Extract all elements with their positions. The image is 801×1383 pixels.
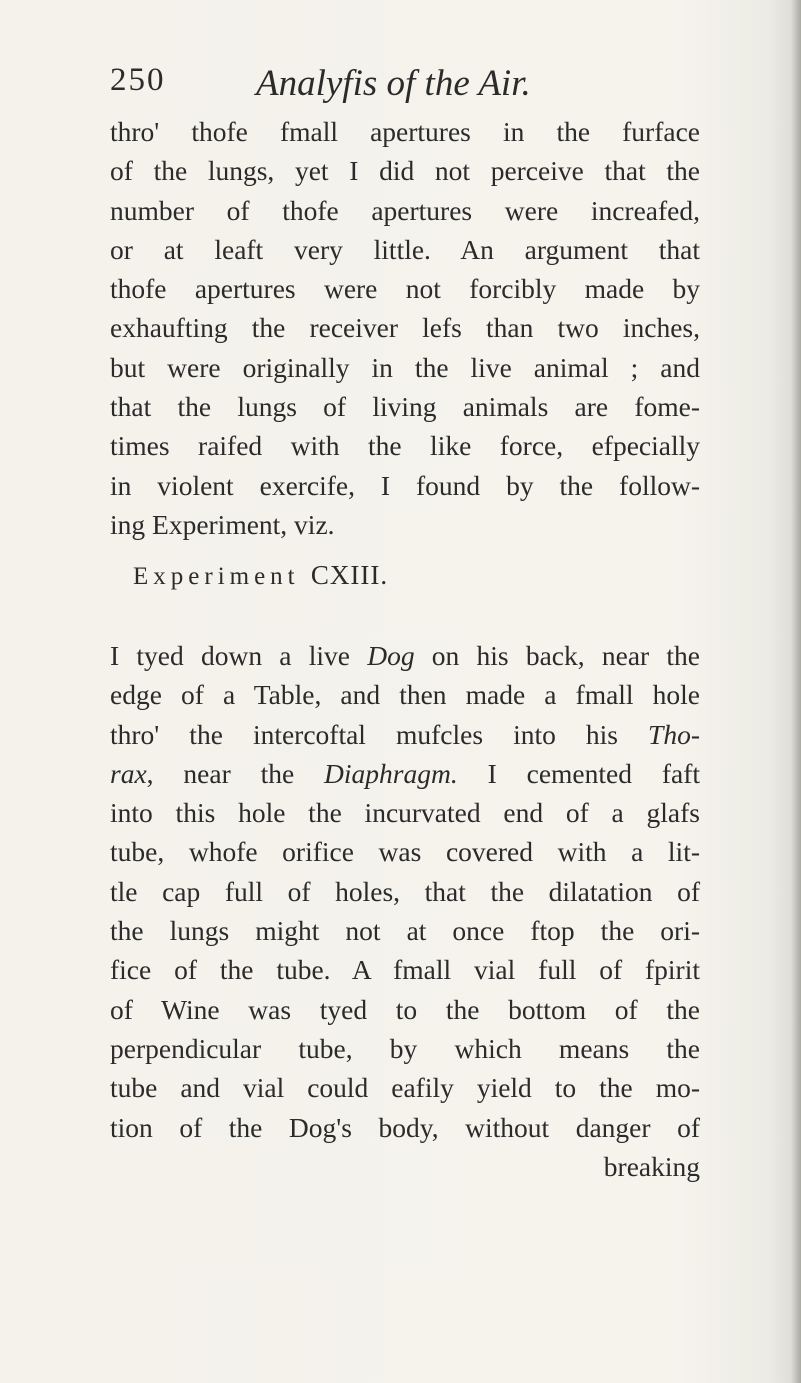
text-run: thro' the intercoftal mufcles into his [110,718,649,750]
text-run: on his back, near the [414,640,701,671]
text-line: of the lungs, yet I did not perceive that the [110,155,700,187]
text-line: edge of a Table, and then made a fmall hole [110,679,700,711]
page-edge-shadow [791,0,801,1383]
experiment-label: Experiment [133,563,300,590]
text-line: of Wine was tyed to the bottom of the [110,993,700,1025]
running-head: Analyfis of the Air. [256,63,531,104]
text-run: , near the [146,757,325,789]
text-line: number of thofe apertures were increafed, [110,194,700,226]
page-number: 250 [110,62,166,98]
text-line [110,636,700,675]
text-line: exhaufting the receiver lefs than two inches, [110,312,700,344]
text-line: tion of the Dog's body, without danger of [110,1111,700,1143]
text-line: thro' thofe fmall apertures in the furface [110,116,700,147]
italic-word: Dog [367,640,415,671]
italic-word: Diaphragm. [324,757,458,789]
text-line: thofe apertures were not forcibly made by [110,273,700,305]
text-line: tle cap full of holes, that the dilatation of [110,875,700,907]
page-header [110,62,710,110]
text-line: into this hole the incurvated end of a glafs [110,797,700,829]
text-line: in violent exercife, I found by the follow- [110,469,700,501]
italic-word: rax [110,757,147,789]
paragraph-1 [110,112,700,544]
text-line: that the lungs of living animals are fome- [110,391,700,423]
catchword: breaking [603,1150,700,1182]
text-line: the lungs might not at once ftop the ori- [110,915,700,947]
text-line: fice of the tube. A fmall vial full of fpirit [110,954,700,986]
text-line: perpendicular tube, by which means the [110,1032,700,1064]
paragraph-2 [110,636,700,1186]
experiment-heading [133,560,653,591]
italic-word: Tho- [648,718,700,750]
text-line: times raifed with the like force, efpecially [110,430,700,462]
text-run: I tyed down a live [110,640,368,671]
text-line: or at leaft very little. An argument that [110,233,700,265]
text-line: tube, whofe orifice was covered with a lit- [110,836,700,868]
text-line [110,754,700,793]
text-line: but were originally in the live animal ; and [110,351,700,383]
text-line [110,715,700,754]
experiment-number: CXIII. [310,560,389,590]
text-line: tube and vial could eafily yield to the mo- [110,1072,700,1104]
text-line: ing Experiment, viz. [110,508,335,540]
text-run: I cemented faft [457,757,700,789]
